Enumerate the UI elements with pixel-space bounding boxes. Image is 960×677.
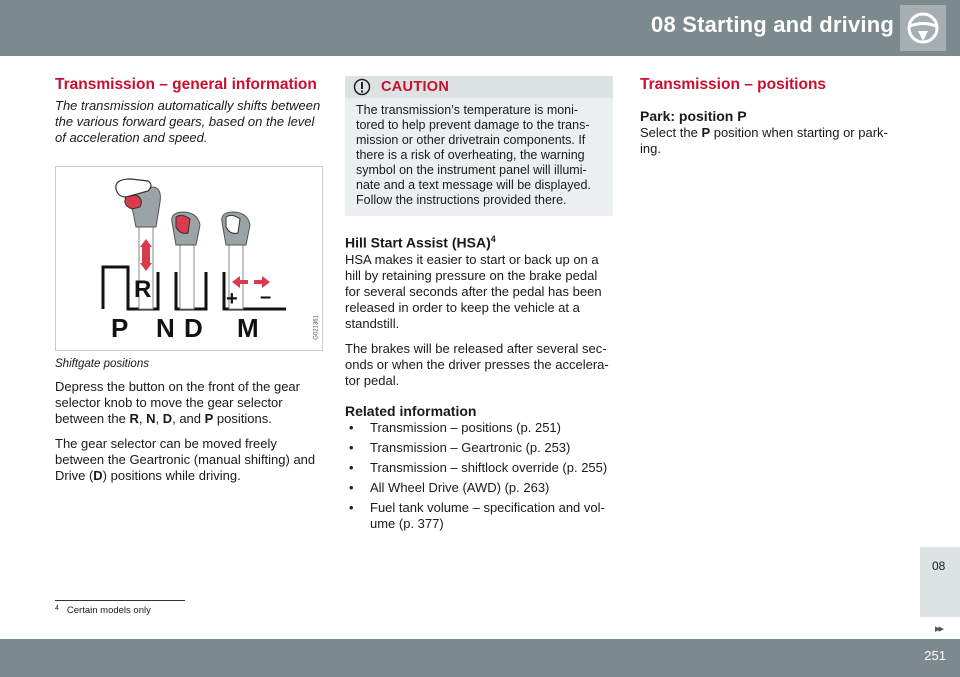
gear-label-p: P xyxy=(111,313,129,343)
park-title: Park: position P xyxy=(640,108,747,124)
paragraph-depress-button: Depress the button on the front of the gear selector knob to move the gear selector between the R, N, D, and P positions. xyxy=(55,379,300,426)
page-number: 251 xyxy=(924,648,946,663)
caution-label: CAUTION xyxy=(381,79,450,95)
hsa-paragraph-2: The brakes will be released after several seconds or when the driver presses the accelerator pedal. xyxy=(345,340,609,388)
footnote-ref: 4 xyxy=(490,234,496,244)
column-caution-hsa xyxy=(345,76,613,536)
gear-label-m: M xyxy=(237,313,259,343)
column-general-info xyxy=(55,76,323,493)
gear-label-minus: – xyxy=(260,286,272,308)
warning-icon xyxy=(353,78,371,96)
gear-label-d: D xyxy=(184,313,203,343)
steering-wheel-icon xyxy=(906,11,940,45)
section-title-general: Transmission – general information xyxy=(55,76,317,93)
shiftgate-figure xyxy=(55,166,323,351)
page-footer xyxy=(0,639,960,677)
related-link-geartronic[interactable]: • Transmission – Geartronic (p. 253) xyxy=(349,439,571,455)
hsa-title: Hill Start Assist (HSA)$^4$ xyxy=(345,234,496,251)
caution-header xyxy=(345,76,613,98)
figure-caption: Shiftgate positions xyxy=(55,358,149,370)
related-info-title: Related information xyxy=(345,402,477,419)
gear-label-n: N xyxy=(156,313,175,343)
chapter-icon-box xyxy=(900,5,946,51)
caution-text: The transmission’s temperature is monitored to help prevent damage to the transmission or other drivetrain components. If there is a risk of overheating, the warning symbol on the instrument panel will illuminate and a text message will be displayed. Follow the instructions provided there. xyxy=(356,103,591,207)
hsa-paragraph-1: HSA makes it easier to start or back up on a hill by retaining pressure on the brake pedal for several seconds after the pedal has been released in order to keep the vehicle at a standstill. xyxy=(345,251,602,331)
park-paragraph: Select the P position when starting or parking. xyxy=(640,125,888,156)
related-link-fuel-tank[interactable]: • Fuel tank volume – specification and volume (p. 377) xyxy=(349,499,605,531)
shiftgate-illustration xyxy=(56,167,324,352)
gear-label-r: R xyxy=(134,276,152,303)
page-header xyxy=(0,0,960,56)
paragraph-geartronic: The gear selector can be moved freely between the Geartronic (manual shifting) and Drive (D) positions while driving. xyxy=(55,436,316,483)
related-info-list xyxy=(345,420,613,532)
section-title-positions: Transmission – positions xyxy=(640,76,827,93)
chapter-title: 08 Starting and driving xyxy=(651,12,894,37)
caution-box xyxy=(345,76,613,216)
next-page-arrows-icon: ▸▸ xyxy=(934,623,942,635)
chapter-side-tab[interactable]: 08 xyxy=(920,547,960,617)
figure-code: G021361 xyxy=(314,315,320,340)
related-link-awd[interactable]: • All Wheel Drive (AWD) (p. 263) xyxy=(349,479,550,495)
column-positions xyxy=(640,76,900,166)
related-link-positions[interactable]: • Transmission – positions (p. 251) xyxy=(349,419,561,435)
footnote: $^4$ Certain models only xyxy=(55,600,185,616)
section-intro: The transmission automatically shifts between the various forward gears, based on the level of acceleration and speed. xyxy=(55,98,321,145)
gear-label-plus: + xyxy=(226,288,238,310)
related-link-shiftlock[interactable]: • Transmission – shiftlock override (p. 255) xyxy=(349,459,608,475)
